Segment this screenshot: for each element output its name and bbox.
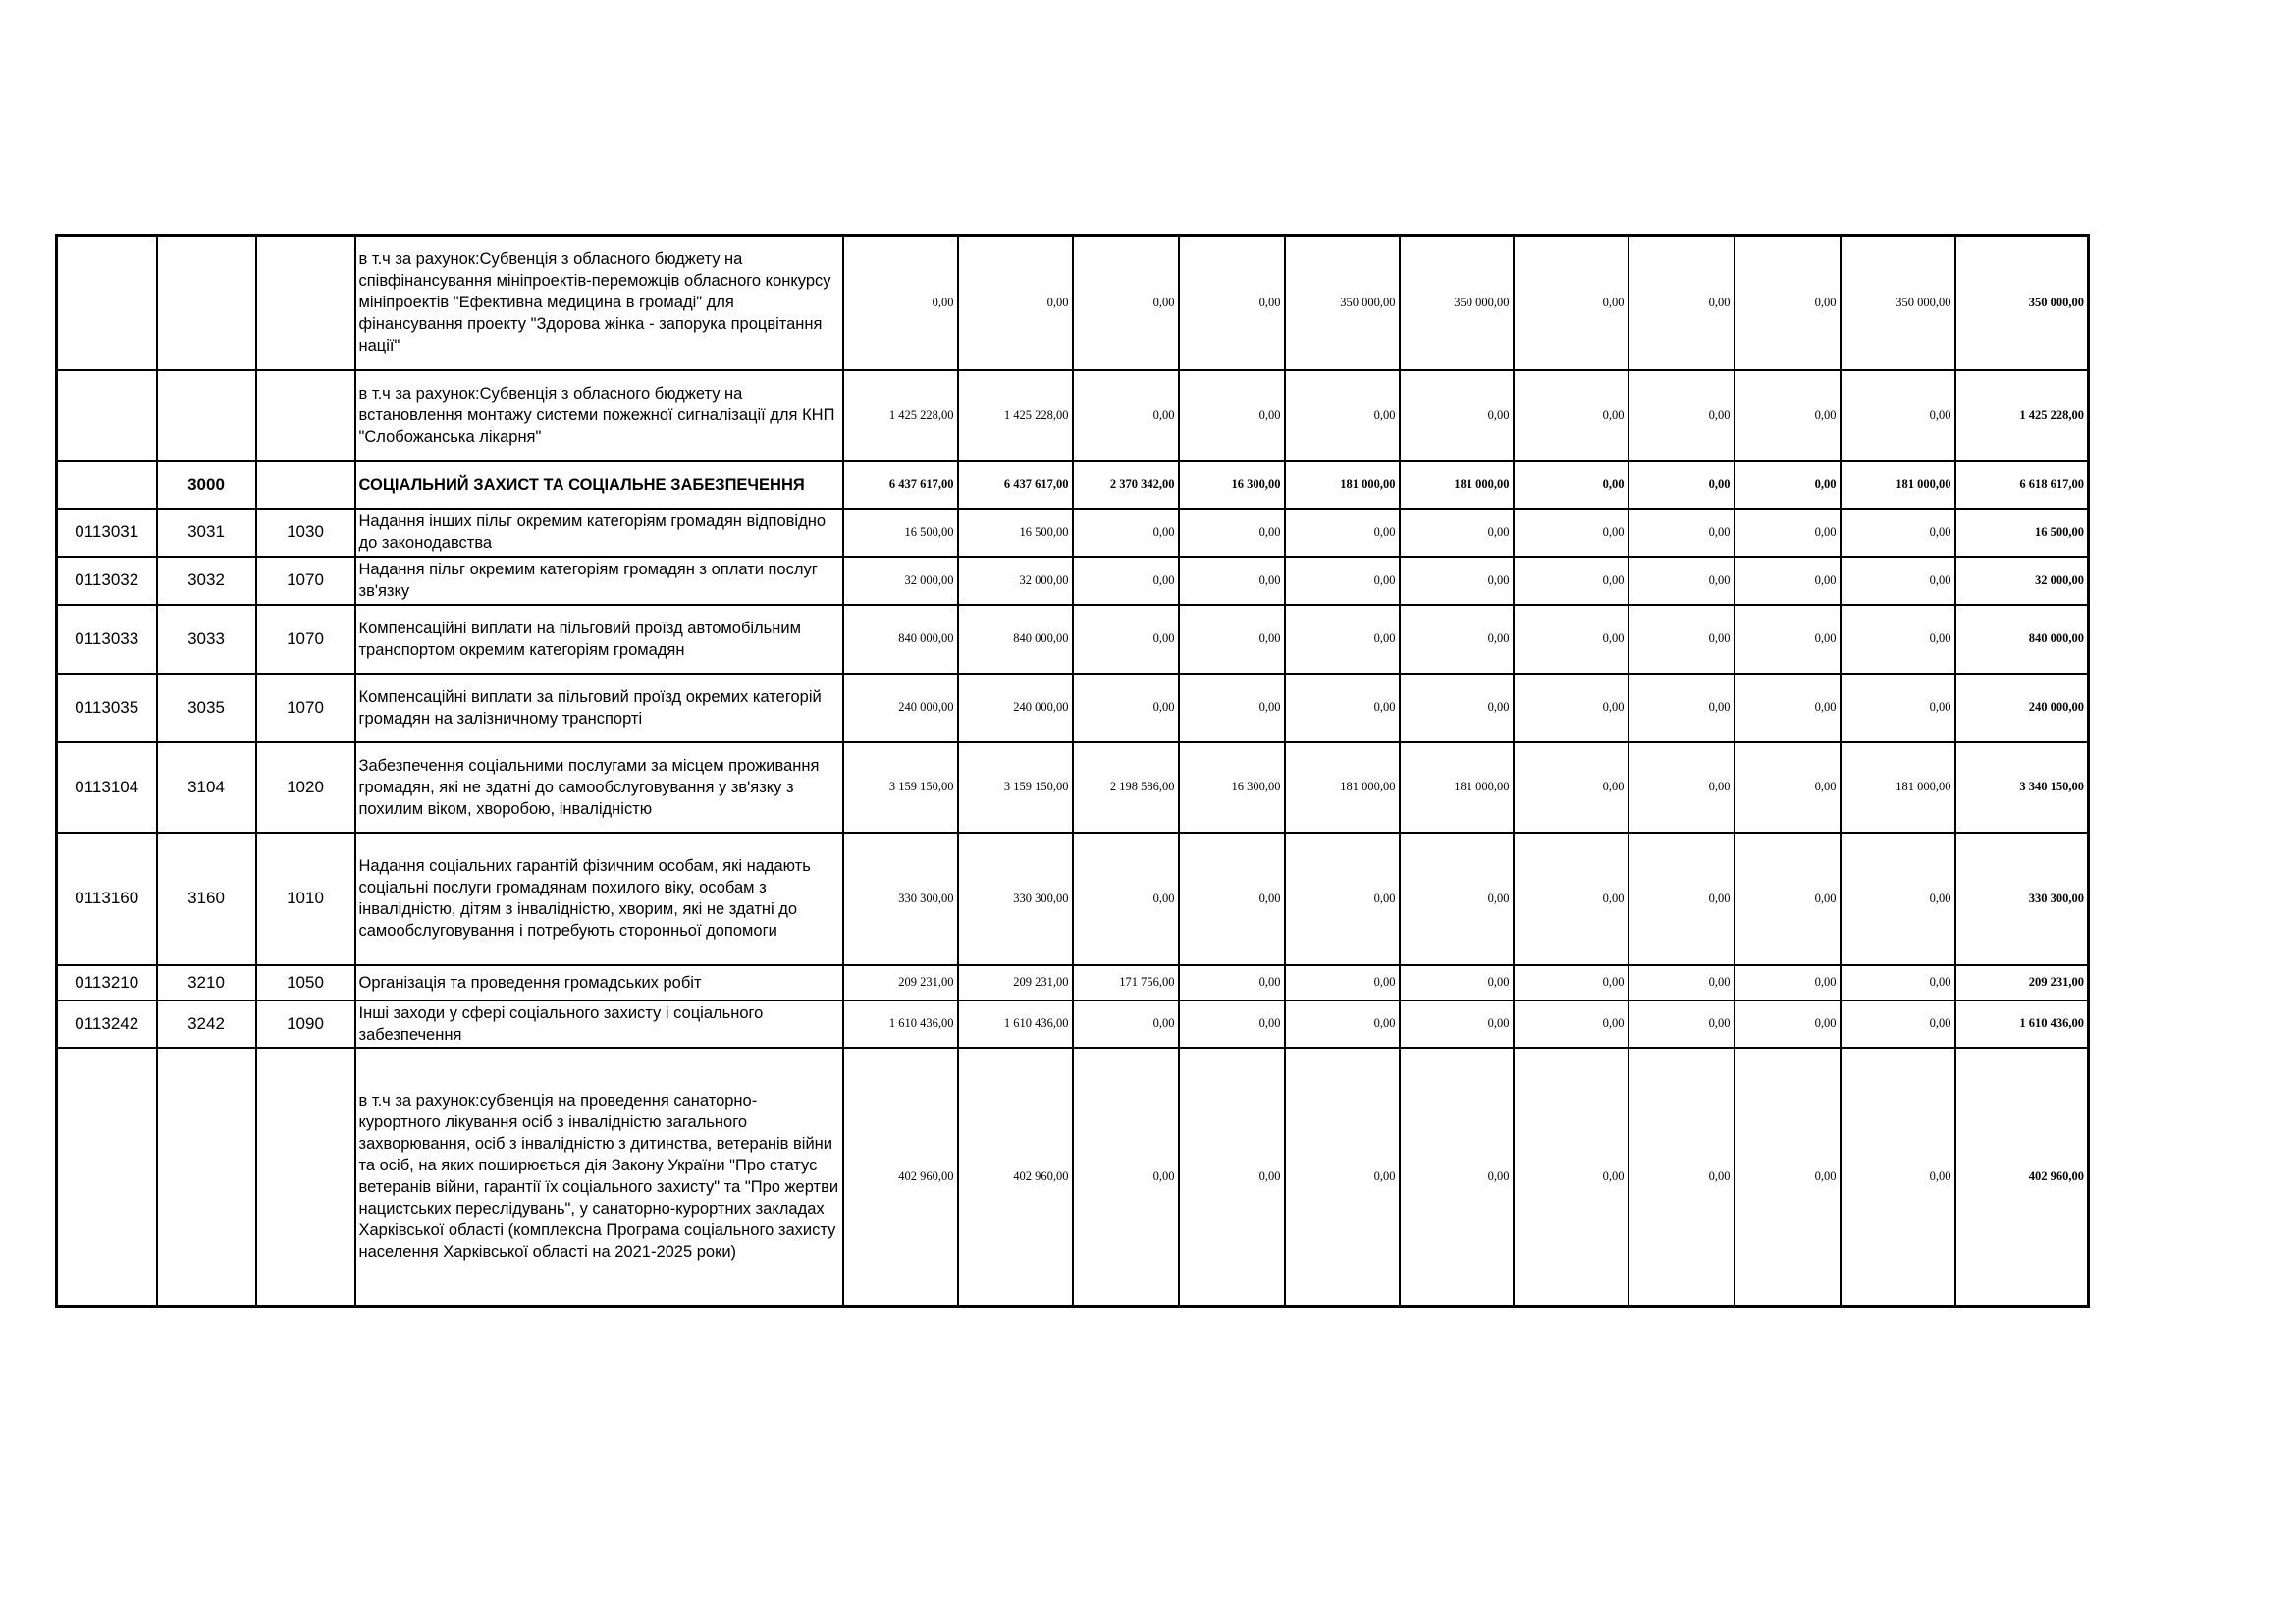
- value-cell: 0,00: [1735, 1048, 1841, 1307]
- kfk-cell: 3032: [157, 557, 256, 605]
- value-cell: 1 425 228,00: [843, 370, 958, 461]
- total-value-cell: 3 340 150,00: [1955, 742, 2089, 833]
- item-name-cell: СОЦІАЛЬНИЙ ЗАХИСТ ТА СОЦІАЛЬНЕ ЗАБЕЗПЕЧЕННЯ: [355, 461, 843, 509]
- item-name-cell: Компенсаційні виплати на пільговий проїзд автомобільним транспортом окремим категоріям громадян: [355, 605, 843, 674]
- value-cell: 0,00: [1841, 557, 1955, 605]
- value-cell: 0,00: [1073, 509, 1179, 557]
- value-cell: 0,00: [1629, 1048, 1735, 1307]
- value-cell: 350 000,00: [1400, 236, 1514, 370]
- kpk-cell: [57, 1048, 157, 1307]
- value-cell: 16 500,00: [843, 509, 958, 557]
- value-cell: 0,00: [1073, 370, 1179, 461]
- value-cell: 0,00: [1629, 236, 1735, 370]
- item-name-cell: Організація та проведення громадських робіт: [355, 965, 843, 1001]
- value-cell: 0,00: [1629, 557, 1735, 605]
- value-cell: 0,00: [1073, 833, 1179, 965]
- value-cell: 16 300,00: [1179, 461, 1285, 509]
- value-cell: 0,00: [1400, 1001, 1514, 1048]
- table-row: [57, 833, 2089, 965]
- item-name-cell: Забезпечення соціальними послугами за місцем проживання громадян, які не здатні до самообслуговування у зв'язку з похилим віком, хворобою, інвалідністю: [355, 742, 843, 833]
- value-cell: 0,00: [1073, 1001, 1179, 1048]
- kfk-cell: 3000: [157, 461, 256, 509]
- value-cell: 0,00: [1285, 1048, 1400, 1307]
- value-cell: 330 300,00: [843, 833, 958, 965]
- value-cell: 0,00: [1841, 1001, 1955, 1048]
- value-cell: 0,00: [1514, 605, 1629, 674]
- value-cell: 840 000,00: [958, 605, 1073, 674]
- kfk-cell: 3104: [157, 742, 256, 833]
- value-cell: 6 437 617,00: [843, 461, 958, 509]
- value-cell: 240 000,00: [958, 674, 1073, 742]
- value-cell: 32 000,00: [958, 557, 1073, 605]
- table-row: [57, 605, 2089, 674]
- value-cell: 350 000,00: [1285, 236, 1400, 370]
- value-cell: 0,00: [1629, 370, 1735, 461]
- kpk-cell: 0113032: [57, 557, 157, 605]
- value-cell: 181 000,00: [1400, 461, 1514, 509]
- table-row: [57, 674, 2089, 742]
- value-cell: 0,00: [1629, 1001, 1735, 1048]
- value-cell: 0,00: [1841, 833, 1955, 965]
- item-name-cell: в т.ч за рахунок:Субвенція з обласного бюджету на встановлення монтажу системи пожежної сигналізації для КНП "Слобожанська лікарня": [355, 370, 843, 461]
- value-cell: 350 000,00: [1841, 236, 1955, 370]
- value-cell: 0,00: [1735, 370, 1841, 461]
- value-cell: 171 756,00: [1073, 965, 1179, 1001]
- value-cell: 0,00: [1073, 605, 1179, 674]
- table-body: [57, 236, 2089, 1307]
- kfk-cell: [157, 236, 256, 370]
- value-cell: 0,00: [1285, 370, 1400, 461]
- value-cell: 0,00: [1735, 236, 1841, 370]
- value-cell: 0,00: [1629, 965, 1735, 1001]
- value-cell: 0,00: [1179, 557, 1285, 605]
- table-row: [57, 236, 2089, 370]
- value-cell: 0,00: [958, 236, 1073, 370]
- kfkb-cell: 1030: [256, 509, 355, 557]
- table-row: [57, 965, 2089, 1001]
- value-cell: 0,00: [1514, 461, 1629, 509]
- kfkb-cell: 1070: [256, 605, 355, 674]
- value-cell: 6 437 617,00: [958, 461, 1073, 509]
- table-row: [57, 1048, 2089, 1307]
- value-cell: 0,00: [1400, 557, 1514, 605]
- value-cell: 240 000,00: [843, 674, 958, 742]
- value-cell: 0,00: [1629, 833, 1735, 965]
- total-value-cell: 402 960,00: [1955, 1048, 2089, 1307]
- kfk-cell: [157, 1048, 256, 1307]
- value-cell: 330 300,00: [958, 833, 1073, 965]
- value-cell: 0,00: [1514, 370, 1629, 461]
- value-cell: 0,00: [1285, 965, 1400, 1001]
- value-cell: 0,00: [1400, 605, 1514, 674]
- value-cell: 16 300,00: [1179, 742, 1285, 833]
- value-cell: 0,00: [1179, 605, 1285, 674]
- value-cell: 402 960,00: [843, 1048, 958, 1307]
- kfk-cell: 3160: [157, 833, 256, 965]
- total-value-cell: 330 300,00: [1955, 833, 2089, 965]
- kpk-cell: 0113104: [57, 742, 157, 833]
- value-cell: 840 000,00: [843, 605, 958, 674]
- value-cell: 181 000,00: [1841, 461, 1955, 509]
- total-value-cell: 240 000,00: [1955, 674, 2089, 742]
- value-cell: 181 000,00: [1400, 742, 1514, 833]
- value-cell: 0,00: [1514, 557, 1629, 605]
- kfkb-cell: [256, 370, 355, 461]
- value-cell: 2 370 342,00: [1073, 461, 1179, 509]
- value-cell: 0,00: [1514, 833, 1629, 965]
- value-cell: 0,00: [1285, 557, 1400, 605]
- table-row: [57, 742, 2089, 833]
- value-cell: 0,00: [1735, 509, 1841, 557]
- total-value-cell: 32 000,00: [1955, 557, 2089, 605]
- total-value-cell: 6 618 617,00: [1955, 461, 2089, 509]
- total-value-cell: 1 610 436,00: [1955, 1001, 2089, 1048]
- value-cell: 0,00: [1735, 605, 1841, 674]
- value-cell: 0,00: [1285, 833, 1400, 965]
- value-cell: 0,00: [1841, 1048, 1955, 1307]
- item-name-cell: в т.ч за рахунок:Субвенція з обласного бюджету на співфінансування мініпроектів-переможців обласного конкурсу мініпроектів "Ефективна медицина в громаді" для фінансування проекту "Здорова жінка - запорука процвітання нації": [355, 236, 843, 370]
- table-row: [57, 557, 2089, 605]
- total-value-cell: 350 000,00: [1955, 236, 2089, 370]
- value-cell: 0,00: [1179, 674, 1285, 742]
- kfk-cell: 3033: [157, 605, 256, 674]
- value-cell: 209 231,00: [843, 965, 958, 1001]
- value-cell: 0,00: [1735, 1001, 1841, 1048]
- value-cell: 0,00: [1285, 1001, 1400, 1048]
- value-cell: 0,00: [1179, 833, 1285, 965]
- value-cell: 0,00: [1841, 965, 1955, 1001]
- value-cell: 0,00: [1179, 1001, 1285, 1048]
- kfk-cell: [157, 370, 256, 461]
- value-cell: 0,00: [1514, 1001, 1629, 1048]
- value-cell: 0,00: [1841, 674, 1955, 742]
- value-cell: 0,00: [1400, 370, 1514, 461]
- value-cell: 0,00: [1400, 1048, 1514, 1307]
- value-cell: 0,00: [1735, 742, 1841, 833]
- budget-table: [55, 234, 2090, 1308]
- kfkb-cell: 1020: [256, 742, 355, 833]
- value-cell: 181 000,00: [1285, 742, 1400, 833]
- value-cell: 0,00: [1629, 605, 1735, 674]
- value-cell: 0,00: [1179, 1048, 1285, 1307]
- item-name-cell: Надання пільг окремим категоріям громадян з оплати послуг зв'язку: [355, 557, 843, 605]
- kpk-cell: [57, 461, 157, 509]
- kfkb-cell: 1090: [256, 1001, 355, 1048]
- value-cell: 0,00: [1514, 674, 1629, 742]
- kpk-cell: 0113210: [57, 965, 157, 1001]
- total-value-cell: 16 500,00: [1955, 509, 2089, 557]
- item-name-cell: Надання інших пільг окремим категоріям громадян відповідно до законодавства: [355, 509, 843, 557]
- value-cell: 0,00: [1400, 674, 1514, 742]
- kfkb-cell: [256, 236, 355, 370]
- value-cell: 0,00: [1735, 965, 1841, 1001]
- value-cell: 1 425 228,00: [958, 370, 1073, 461]
- value-cell: 402 960,00: [958, 1048, 1073, 1307]
- value-cell: 0,00: [1073, 1048, 1179, 1307]
- value-cell: 209 231,00: [958, 965, 1073, 1001]
- value-cell: 0,00: [1400, 833, 1514, 965]
- kfkb-cell: [256, 461, 355, 509]
- table-row: [57, 1001, 2089, 1048]
- value-cell: 0,00: [1514, 1048, 1629, 1307]
- value-cell: 0,00: [1514, 965, 1629, 1001]
- value-cell: 2 198 586,00: [1073, 742, 1179, 833]
- kpk-cell: 0113031: [57, 509, 157, 557]
- value-cell: 0,00: [1514, 509, 1629, 557]
- value-cell: 0,00: [1629, 509, 1735, 557]
- value-cell: 0,00: [1073, 236, 1179, 370]
- value-cell: 0,00: [1841, 370, 1955, 461]
- kfkb-cell: [256, 1048, 355, 1307]
- value-cell: 0,00: [1179, 965, 1285, 1001]
- kpk-cell: [57, 370, 157, 461]
- kpk-cell: 0113242: [57, 1001, 157, 1048]
- value-cell: 0,00: [1629, 742, 1735, 833]
- value-cell: 0,00: [1514, 236, 1629, 370]
- kfk-cell: 3242: [157, 1001, 256, 1048]
- value-cell: 16 500,00: [958, 509, 1073, 557]
- kfkb-cell: 1050: [256, 965, 355, 1001]
- value-cell: 1 610 436,00: [958, 1001, 1073, 1048]
- value-cell: 32 000,00: [843, 557, 958, 605]
- kfkb-cell: 1070: [256, 674, 355, 742]
- value-cell: 0,00: [1735, 557, 1841, 605]
- value-cell: 0,00: [1400, 965, 1514, 1001]
- value-cell: 0,00: [1285, 605, 1400, 674]
- value-cell: 0,00: [1735, 461, 1841, 509]
- item-name-cell: Інші заходи у сфері соціального захисту і соціального забезпечення: [355, 1001, 843, 1048]
- value-cell: 0,00: [1514, 742, 1629, 833]
- total-value-cell: 209 231,00: [1955, 965, 2089, 1001]
- value-cell: 0,00: [1735, 833, 1841, 965]
- value-cell: 0,00: [1735, 674, 1841, 742]
- value-cell: 0,00: [1073, 557, 1179, 605]
- kfkb-cell: 1010: [256, 833, 355, 965]
- value-cell: 1 610 436,00: [843, 1001, 958, 1048]
- value-cell: 0,00: [1400, 509, 1514, 557]
- kpk-cell: 0113035: [57, 674, 157, 742]
- value-cell: 181 000,00: [1285, 461, 1400, 509]
- value-cell: 181 000,00: [1841, 742, 1955, 833]
- value-cell: 3 159 150,00: [843, 742, 958, 833]
- kpk-cell: 0113160: [57, 833, 157, 965]
- kfk-cell: 3031: [157, 509, 256, 557]
- item-name-cell: Надання соціальних гарантій фізичним особам, які надають соціальні послуги громадянам похилого віку, особам з інвалідністю, дітям з інвалідністю, хворим, які не здатні до самообслуговування і потребують сторонньої допомоги: [355, 833, 843, 965]
- item-name-cell: Компенсаційні виплати за пільговий проїзд окремих категорій громадян на залізничному транспорті: [355, 674, 843, 742]
- table-row: [57, 509, 2089, 557]
- value-cell: 0,00: [843, 236, 958, 370]
- total-value-cell: 840 000,00: [1955, 605, 2089, 674]
- kfk-cell: 3210: [157, 965, 256, 1001]
- kfkb-cell: 1070: [256, 557, 355, 605]
- kfk-cell: 3035: [157, 674, 256, 742]
- value-cell: 3 159 150,00: [958, 742, 1073, 833]
- value-cell: 0,00: [1179, 509, 1285, 557]
- value-cell: 0,00: [1179, 370, 1285, 461]
- value-cell: 0,00: [1179, 236, 1285, 370]
- value-cell: 0,00: [1073, 674, 1179, 742]
- item-name-cell: в т.ч за рахунок:субвенція на проведення санаторно-курортного лікування осіб з інвалідністю загального захворювання, осіб з інвалідністю з дитинства, ветеранів війни та осіб, на яких поширюється дія Закону України "Про статус ветеранів війни, гарантії їх соціального захисту" та "Про жертви нацистських переслідувань", у санаторно-курортних закладах Харківської області (комплексна Програма соціального захисту населення Харківської області на 2021-2025 роки): [355, 1048, 843, 1307]
- value-cell: 0,00: [1285, 674, 1400, 742]
- total-value-cell: 1 425 228,00: [1955, 370, 2089, 461]
- value-cell: 0,00: [1629, 674, 1735, 742]
- value-cell: 0,00: [1285, 509, 1400, 557]
- table-row: [57, 461, 2089, 509]
- value-cell: 0,00: [1841, 605, 1955, 674]
- kpk-cell: 0113033: [57, 605, 157, 674]
- value-cell: 0,00: [1841, 509, 1955, 557]
- value-cell: 0,00: [1629, 461, 1735, 509]
- table-row: [57, 370, 2089, 461]
- kpk-cell: [57, 236, 157, 370]
